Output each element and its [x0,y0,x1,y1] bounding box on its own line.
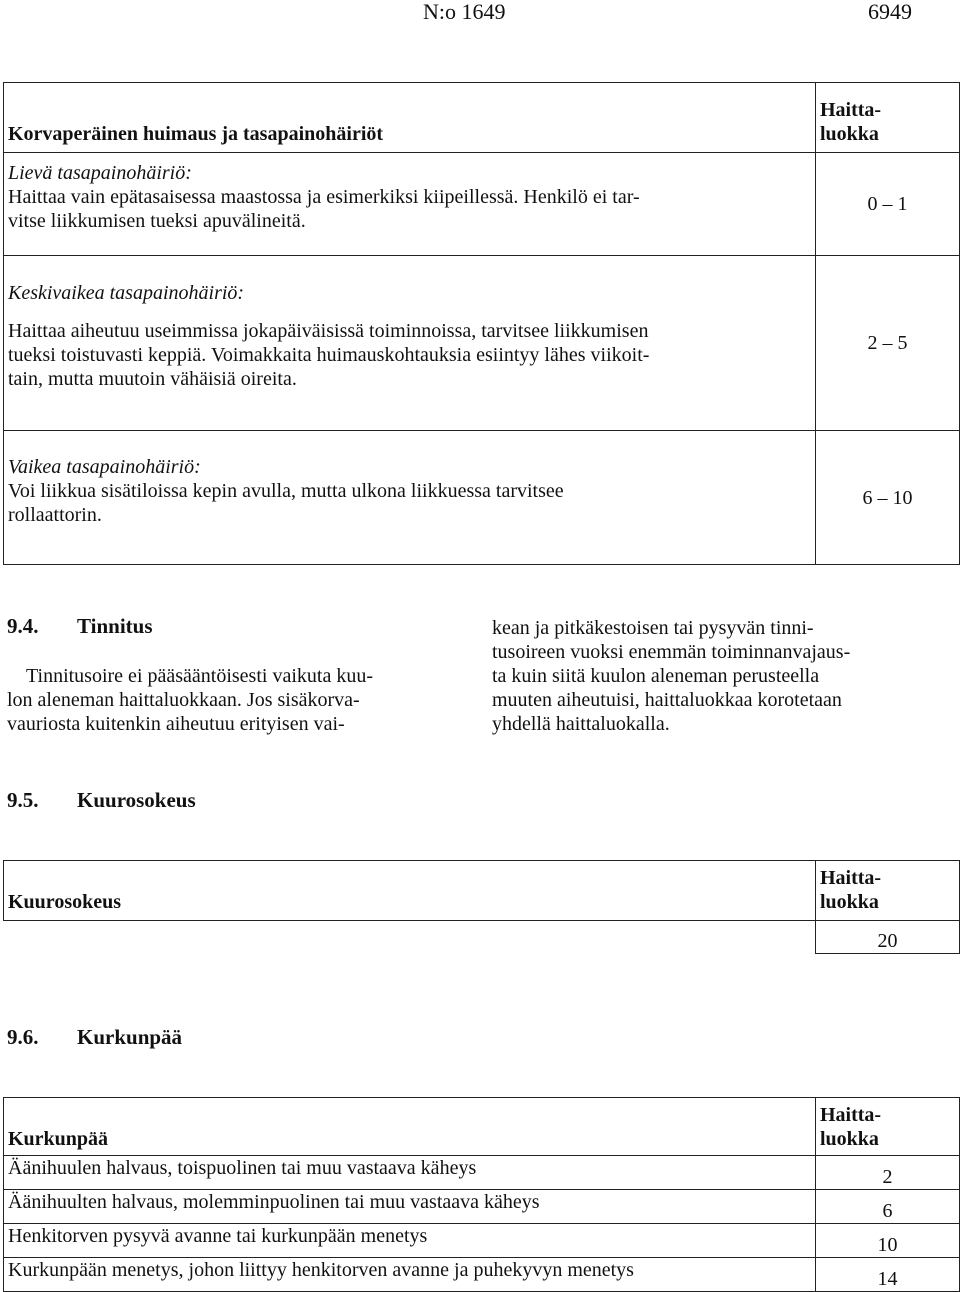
table-row [4,1156,960,1190]
grade-header: Haitta- luokka [816,1098,960,1156]
row-grade: 6 [816,1190,960,1224]
row-text-line: Haittaa aiheutuu useimmissa jokapäiväisissä toiminnoissa, tarvitsee liikkumisen [8,320,649,342]
page-number: 6949 [868,0,912,24]
section-title: Kurkunpää [77,1025,183,1049]
row-text-line: Voi liikkua sisätiloissa kepin avulla, mutta ulkona liikkuessa tarvitsee [8,480,564,502]
deafblindness-table [3,860,960,954]
row-grade: 2 – 5 [816,256,960,431]
row-grade: 20 [816,921,960,954]
section-number: 9.4. [7,614,39,638]
row-heading: Lievä tasapainohäiriö: [8,162,192,184]
row-text-line: tain, mutta muutoin vähäisiä oireita. [8,368,297,390]
paragraph-line: lon aleneman haittaluokkaan. Jos sisäkorva- [7,689,360,711]
row-grade: 6 – 10 [816,431,960,565]
row-grade: 10 [816,1224,960,1258]
paragraph-line: ta kuin siitä kuulon aleneman perusteella [492,665,820,687]
table-row [4,153,960,256]
grade-header: Haitta- luokka [816,83,960,153]
section-number: 9.6. [7,1025,39,1049]
row-text-line: rollaattorin. [8,504,102,526]
row-text-line: vitse liikkumisen tueksi apuvälineitä. [8,210,306,232]
row-text: Kurkunpään menetys, johon liittyy henkitorven avanne ja puhekyvyn menetys [4,1258,816,1292]
row-heading: Vaikea tasapainohäiriö: [8,456,201,478]
row-text: Henkitorven pysyvä avanne tai kurkunpään menetys [4,1224,816,1258]
row-description [4,256,816,431]
empty-cell [4,921,816,954]
row-description [4,153,816,256]
table-row [4,1224,960,1258]
table-row [4,1258,960,1292]
paragraph-line: vauriosta kuitenkin aiheutuu erityisen vai- [7,713,345,735]
table-title: Kurkunpää [4,1098,816,1156]
table-row [4,256,960,431]
row-text-line: tueksi toistuvasti keppiä. Voimakkaita huimauskohtauksia esiintyy lähes viikoit- [8,344,650,366]
row-description [4,431,816,565]
table-row [4,1190,960,1224]
row-grade: 0 – 1 [816,153,960,256]
table-row [4,431,960,565]
section-number: 9.5. [7,788,39,812]
vertigo-table [3,82,960,565]
larynx-table [3,1097,960,1292]
paragraph-line: muuten aiheutuisi, haittaluokkaa korotetaan [492,689,842,711]
row-text-line: Haittaa vain epätasaisessa maastossa ja esimerkiksi kiipeillessä. Henkilö ei tar- [8,186,640,208]
paragraph-line: yhdellä haittaluokalla. [492,713,670,735]
table-header-row [4,83,960,153]
table-title: Korvaperäinen huimaus ja tasapainohäiriöt [4,83,816,153]
table-header-row [4,861,960,921]
grade-header: Haitta- luokka [816,861,960,921]
paragraph-line: kean ja pitkäkestoisen tai pysyvän tinni- [492,617,814,639]
section-title: Tinnitus [77,614,153,638]
row-grade: 14 [816,1258,960,1292]
row-text: Äänihuulten halvaus, molemminpuolinen tai muu vastaava käheys [4,1190,816,1224]
tinnitus-left-column [7,664,447,736]
table-row [4,921,960,954]
tinnitus-right-column [492,616,944,736]
paragraph-line: Tinnitusoire ei pääsääntöisesti vaikuta kuu- [26,665,373,687]
table-title: Kuurosokeus [4,861,816,921]
paragraph-line: tusoireen vuoksi enemmän toiminnanvajaus- [492,641,851,663]
section-title: Kuurosokeus [77,788,196,812]
document-number: N:o 1649 [423,0,506,24]
row-grade: 2 [816,1156,960,1190]
row-text: Äänihuulen halvaus, toispuolinen tai muu vastaava käheys [4,1156,816,1190]
table-header-row [4,1098,960,1156]
row-heading: Keskivaikea tasapainohäiriö: [8,282,245,304]
